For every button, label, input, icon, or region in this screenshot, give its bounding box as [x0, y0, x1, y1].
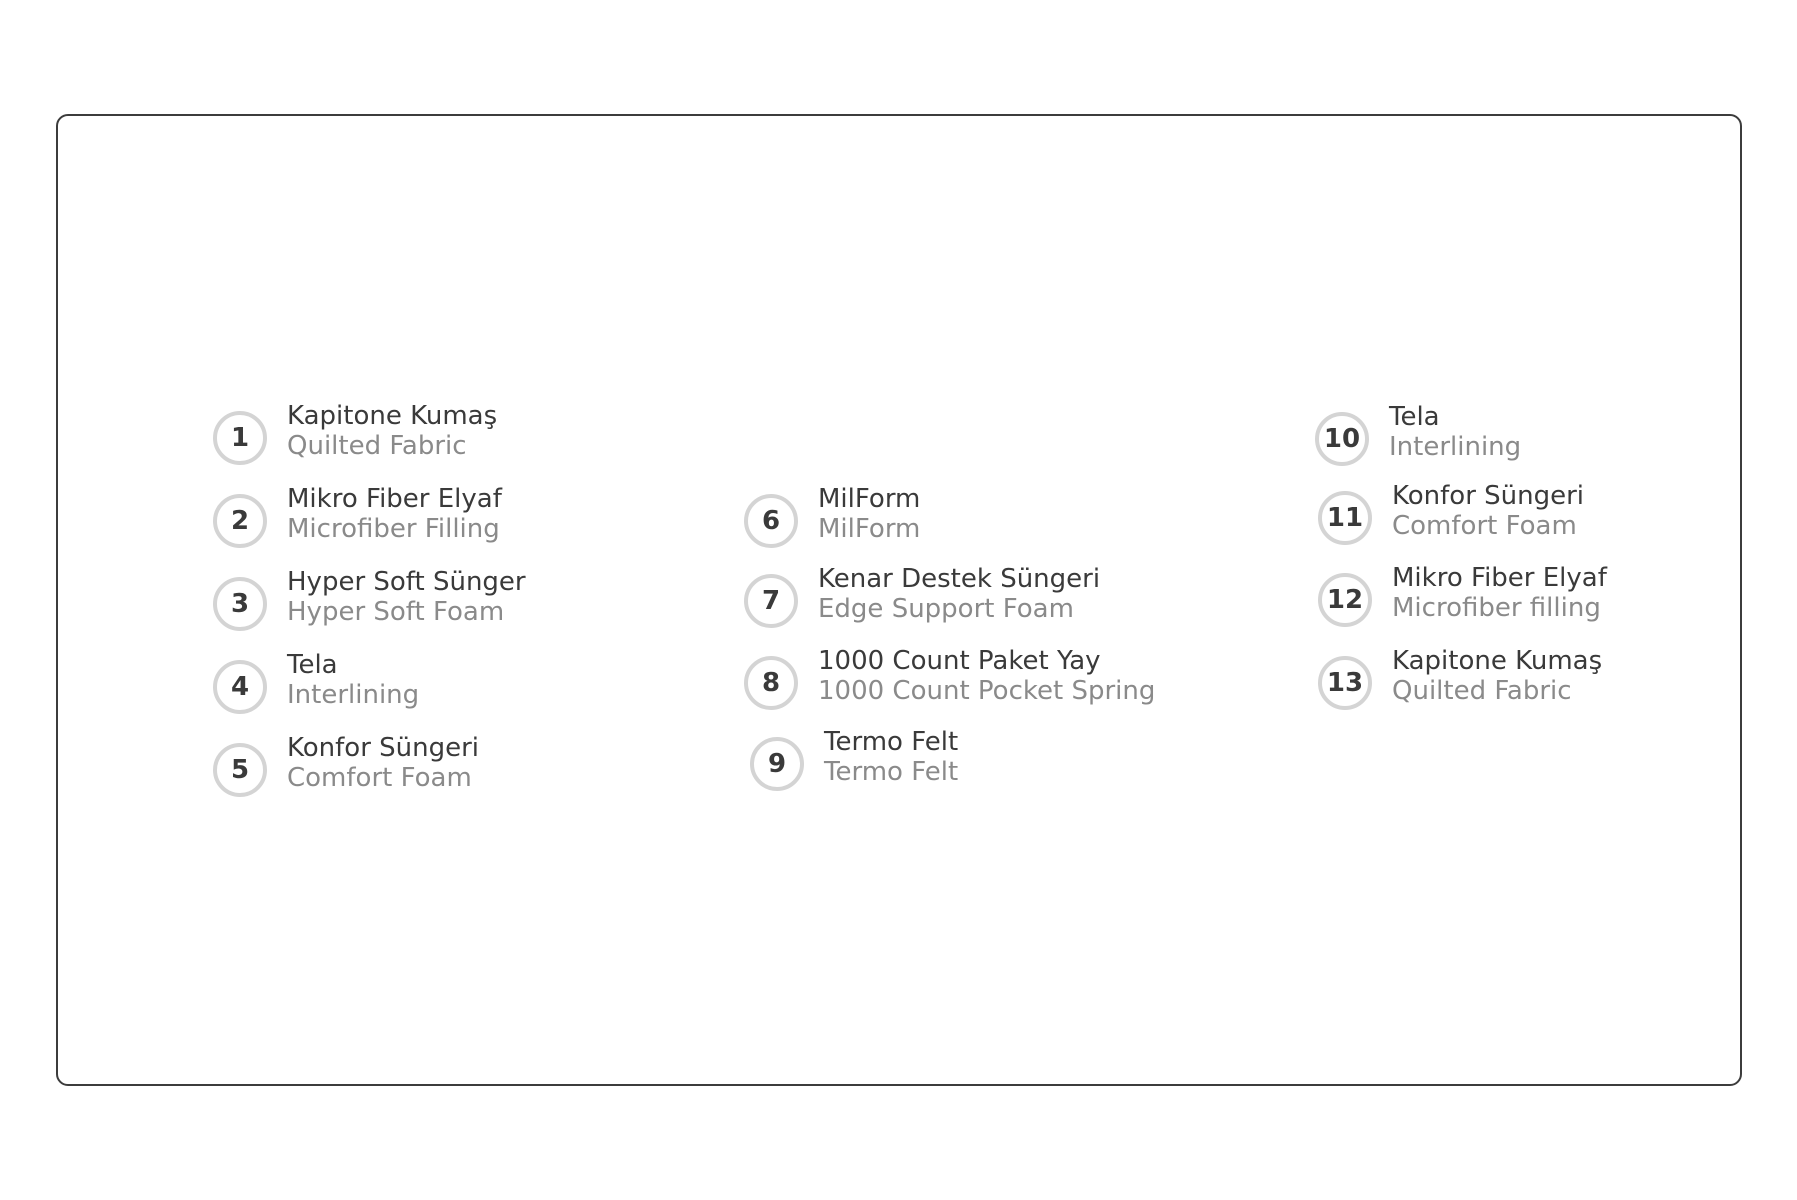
label-english: MilForm: [818, 514, 921, 544]
label-turkish: Tela: [1389, 402, 1440, 432]
label-turkish: Kenar Destek Süngeri: [818, 564, 1101, 594]
label-turkish: Konfor Süngeri: [1392, 481, 1585, 511]
label-turkish: Hyper Soft Sünger: [287, 567, 526, 597]
label-english: Interlining: [1389, 432, 1522, 462]
legend-text: [287, 401, 717, 461]
label-english: Microfiber Filling: [287, 514, 500, 544]
label-english: Quilted Fabric: [287, 431, 467, 461]
legend-text: [287, 733, 717, 793]
number-badge: 1: [213, 411, 267, 465]
number-badge: 10: [1315, 412, 1369, 466]
number-badge: 4: [213, 660, 267, 714]
legend-text: [824, 727, 1254, 787]
number-badge: 12: [1318, 573, 1372, 627]
number-badge: 9: [750, 737, 804, 791]
label-turkish: MilForm: [818, 484, 921, 514]
number-badge: 6: [744, 494, 798, 548]
number-badge: 7: [744, 574, 798, 628]
legend-text: [1392, 481, 1797, 541]
number-badge: 8: [744, 656, 798, 710]
legend-text: [818, 484, 1248, 544]
label-english: Interlining: [287, 680, 420, 710]
legend-text: [287, 484, 717, 544]
label-english: 1000 Count Pocket Spring: [818, 676, 1156, 706]
legend-text: [1389, 402, 1797, 462]
legend-text: [1392, 646, 1797, 706]
number-badge: 13: [1318, 656, 1372, 710]
label-english: Quilted Fabric: [1392, 676, 1572, 706]
legend-text: [818, 564, 1158, 624]
label-english: Comfort Foam: [287, 763, 472, 793]
label-turkish: Kapitone Kumaş: [287, 401, 498, 431]
number-badge: 3: [213, 577, 267, 631]
label-english: Comfort Foam: [1392, 511, 1577, 541]
label-turkish: Konfor Süngeri: [287, 733, 480, 763]
number-badge: 2: [213, 494, 267, 548]
label-turkish: 1000 Count Paket Yay: [818, 646, 1101, 676]
legend-text: [818, 646, 1248, 706]
label-turkish: Mikro Fiber Elyaf: [1392, 563, 1607, 593]
label-turkish: Tela: [287, 650, 338, 680]
label-turkish: Mikro Fiber Elyaf: [287, 484, 502, 514]
number-badge: 5: [213, 743, 267, 797]
label-english: Hyper Soft Foam: [287, 597, 505, 627]
number-badge: 11: [1318, 491, 1372, 545]
legend-text: [1392, 563, 1797, 623]
label-english: Microfiber filling: [1392, 593, 1601, 623]
label-turkish: Kapitone Kumaş: [1392, 646, 1603, 676]
label-english: Termo Felt: [824, 757, 959, 787]
legend-text: [287, 567, 717, 627]
label-turkish: Termo Felt: [824, 727, 959, 757]
legend-text: [287, 650, 717, 710]
label-english: Edge Support Foam: [818, 594, 1074, 624]
